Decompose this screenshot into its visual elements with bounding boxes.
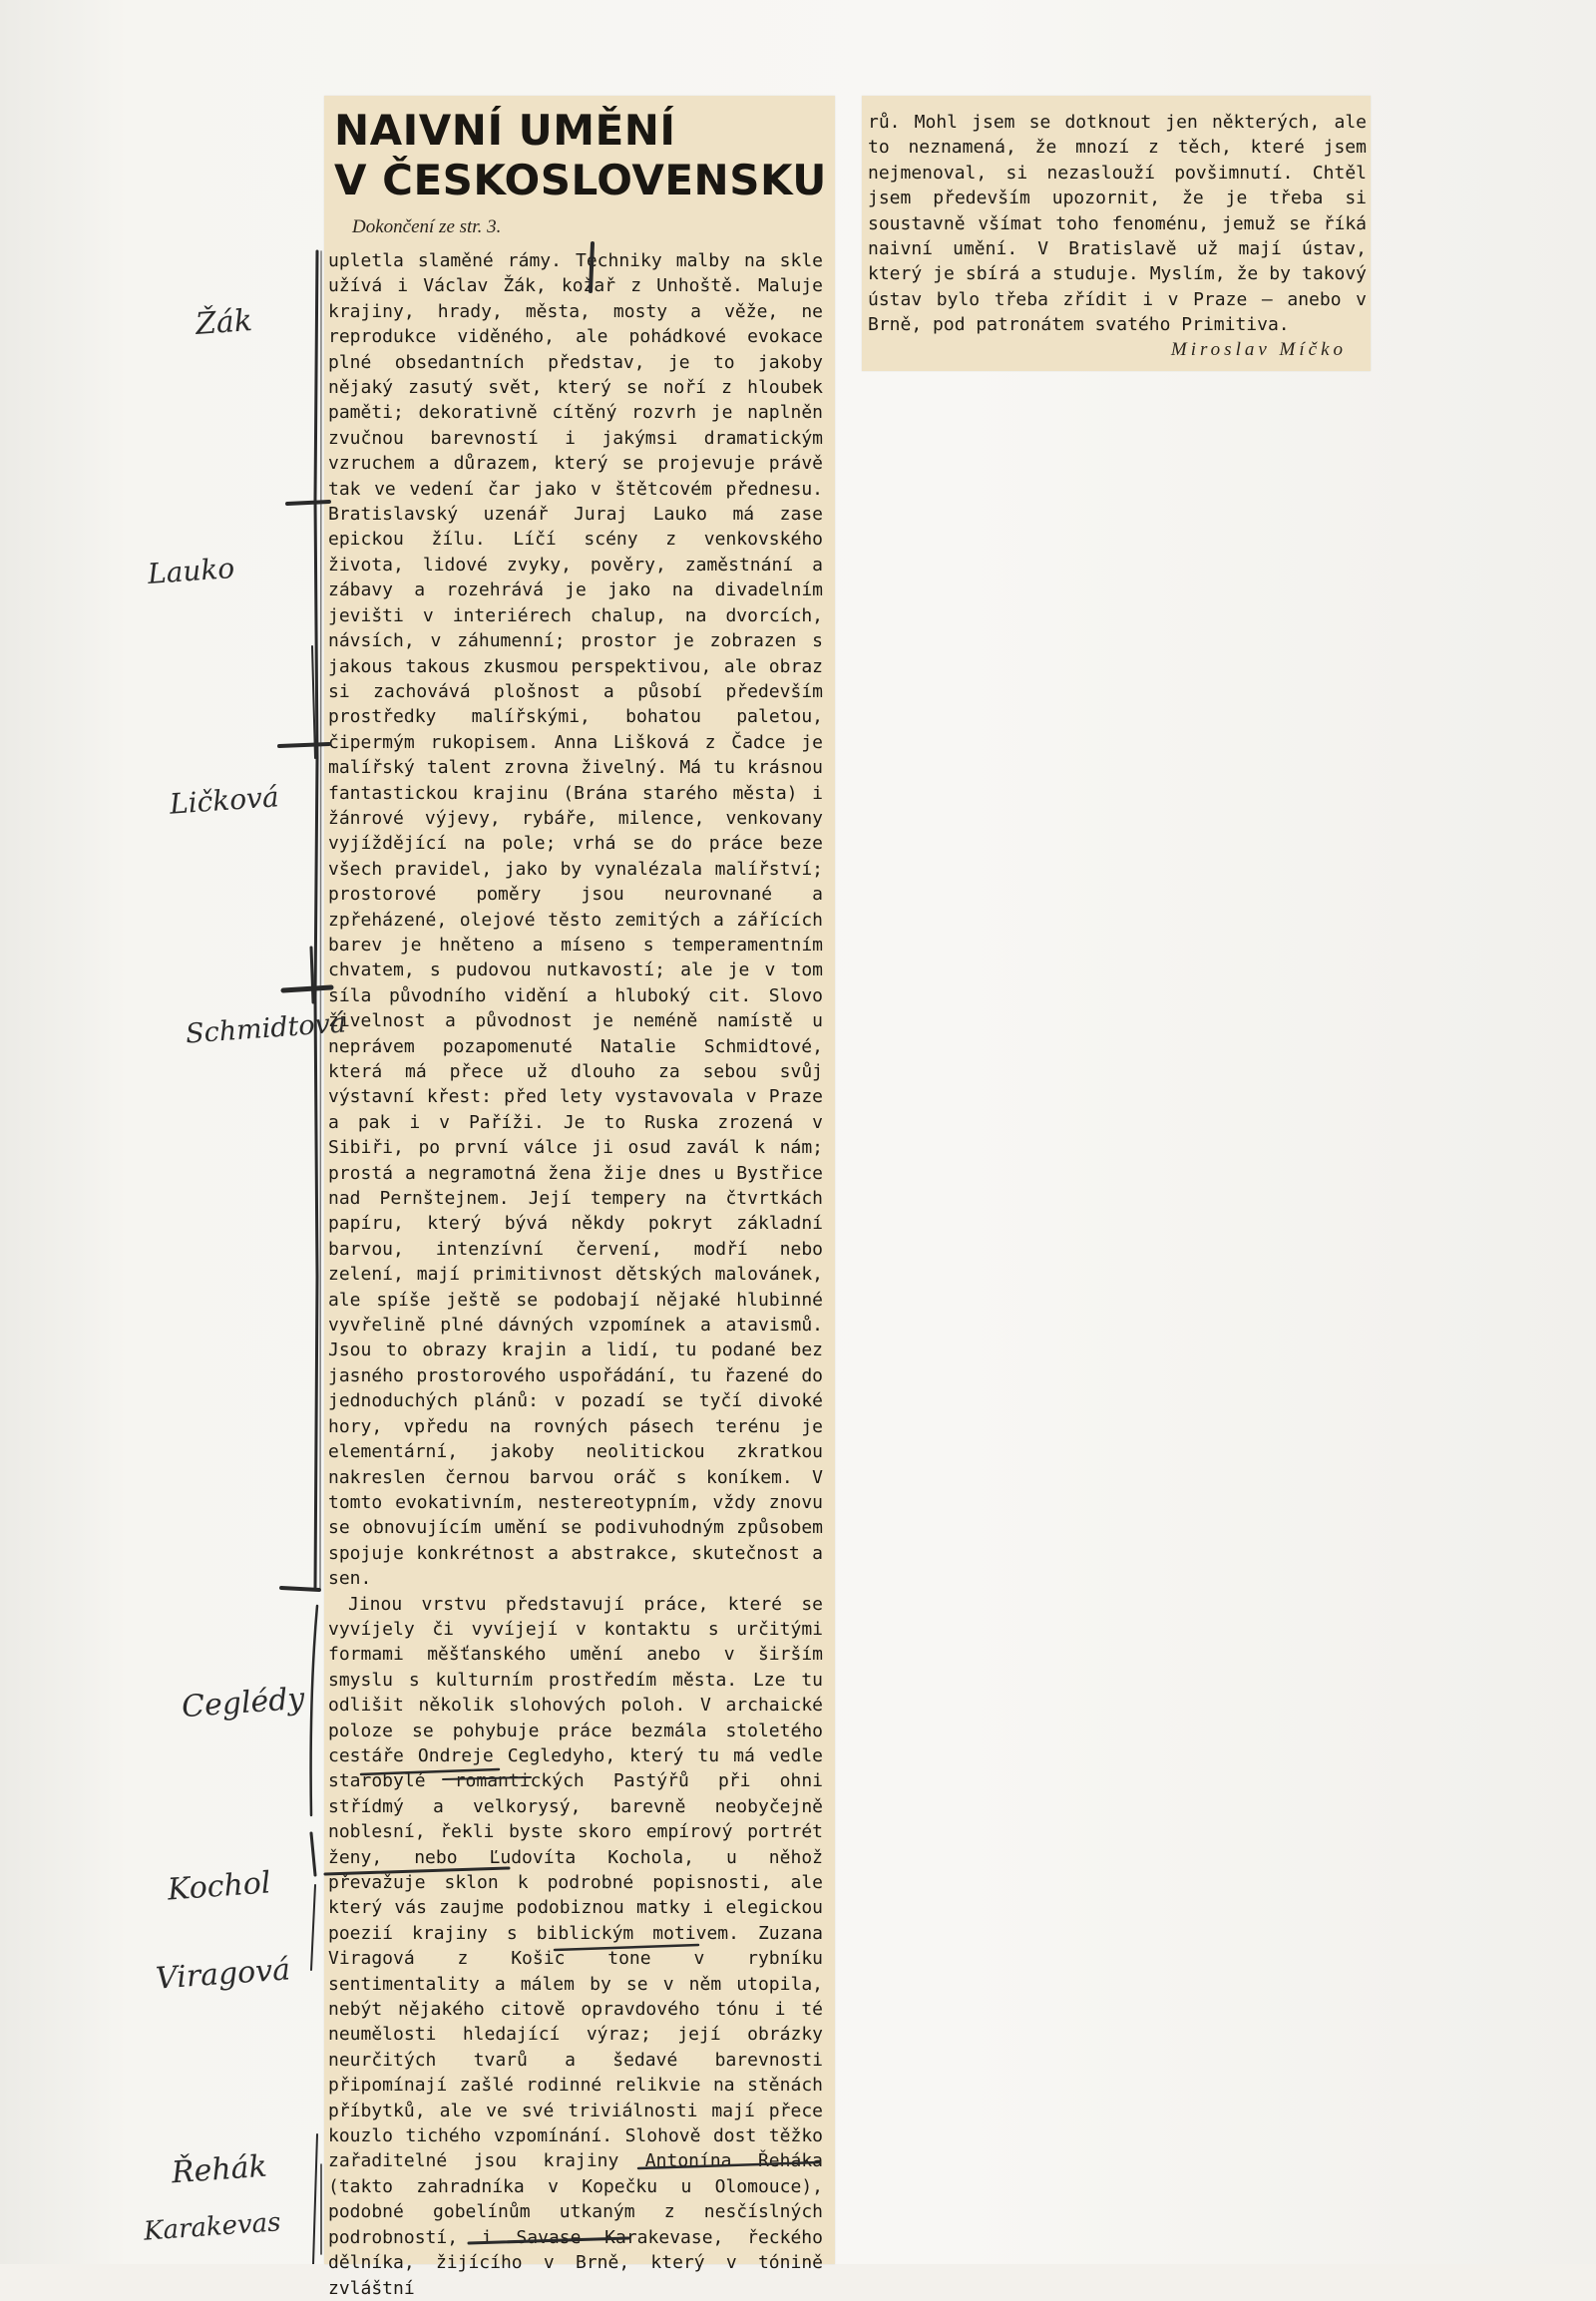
- margin-note-lauko: Lauko: [146, 552, 236, 590]
- author-signature: Miroslav Míčko: [1170, 339, 1347, 360]
- margin-note-cegledy: Ceglédy: [180, 1681, 306, 1726]
- margin-note-rehak: Řehák: [170, 2148, 268, 2191]
- headline-line-1: NAIVNÍ UMĚNÍ: [334, 106, 676, 155]
- margin-note-kochol: Kochol: [166, 1865, 272, 1908]
- margin-note-lickova: Ličková: [168, 780, 280, 821]
- margin-note-schmidtova: Schmidtová: [185, 1007, 347, 1050]
- continued-note: Dokončení ze str. 3.: [352, 216, 502, 237]
- article-paragraph-1: upletla slaměné rámy. Techniky malby na skle užívá i Václav Žák, kožař z Unhoště. Maluje krajiny, hrady, města, mosty a věže, ne reprodukce viděného, ale pohádkové evokace plné obsedantních představ, je to jakoby nějaký zasutý svět, který se noří z hloubek paměti; dekorativně cítěný rozvrh je naplněn zvučnou barevností i jakýmsi dramatickým vzruchem a důrazem, který se projevuje právě tak ve vedení čar jako v štětcovém přednesu. Bratislavský uzenář Juraj Lauko má zase epickou žílu. Líčí scény z venkovského života, lidové zvyky, pověry, zaměstnání a zábavy a rozehrává je jako na divadelním jevišti v interiérech chalup, na dvorcích, návsích, v záhumenní; prostor je zobrazen s jakous takous zkusmou perspektivou, ale obraz si zachovává plošnost a působí především prostředky malířskými, bohatou paletou, čipermým rukopisem. Anna Lišková z Čadce je malířský talent zrovna živelný. Má tu krásnou fantastickou krajinu (Brána starého města) i žánrové výjevy, rybáře, milence, venkovany vyjíždějící na pole; vrhá se do práce beze všech pravidel, jako by vynalézala malířství; prostorové poměry jsou neurovnané a zpřeházené, olejové těsto zemitých a zářících barev je hněteno a míseno s temperamentním chvatem, s pudovou nutkavostí; ale je v tom síla původního vidění a hluboký cit. Slovo živelnost a původnost je neméně namístě u neprávem pozapomenuté Natalie Schmidtové, která má přece už dlouho za sebou svůj výstavní křest: před lety vystavovala v Praze a pak i v Paříži. Je to Ruska zrozená v Sibiři, po první válce ji osud zavál k nám; prostá a negramotná žena žije dnes u Bystřice nad Pernštejnem. Její tempery na čtvrtkách papíru, který bývá někdy pokryt základní barvou, intenzívní červení, modří nebo zelení, mají primitivnost dětských malovánek, ale spíše ještě se podobají nějaké hlubinné vyvřelině plné dávných vzpomínek a atavismů. Jsou to obrazy krajin a lidí, tu podané bez jasného prostorového uspořádání, tu řazené do jednoduchých plánů: v pozadí se tyčí divoké hory, vpředu na rovných pásech terénu je elementární, jakoby neolitickou zkratkou nakreslen černou barvou oráč s koníkem. V tomto evokativním, nestereotypním, vždy znovu se obnovujícím umění se podivuhodným způsobem spojuje konkrétnost a abstrakce, skutečnost a sen.: [328, 250, 823, 1590]
- margin-note-viragova: Viragová: [154, 1952, 292, 1997]
- article-paragraph-2: Jinou vrstvu představují práce, které se vyvíjely či vyvíjejí v kontaktu s určitými formami měšťanského umění anebo v širším smyslu s kulturním prostředím města. Lze tu odlišit několik slohových poloh. V archaické poloze se pohybuje práce bezmála stoletého cestáře Ondreje Cegledyho, který tu má vedle starobylé romantických Pastýřů při ohni střídmý a velkorysý, barevně neobyčejně noblesní, řekli byste skoro empírový portrét ženy, nebo Ľudovíta Kochola, u něhož převažuje sklon k podrobné popisnosti, ale který vás zaujme podobiznou matky i elegickou poezií krajiny s biblickým motivem. Zuzana Viragová z Košic tone v rybníku sentimentality a málem by se v něm utopila, nebýt nějakého citově opravdového tónu i té neumělosti hledající výraz; její obrázky neurčitých tvarů a šedavé barevnosti připomínají zašlé rodinné relikvie na stěnách příbytků, ale ve své triviálnosti mají přece kouzlo tichého vzpomínání. Slohově dost těžko zařaditelné jsou krajiny Antonína Řeháka (takto zahradníka v Kopečku u Olomouce), podobné gobelínům utkaným z nesčíslných podrobností, i Savase Karakevase, řeckého dělníka, žijícího v Brně, který v tónině zvláštní: [328, 1593, 823, 2299]
- newspaper-clipping-conclusion: [862, 96, 1371, 371]
- newspaper-clipping-main-column: [324, 96, 835, 2299]
- conclusion-paragraph: rů. Mohl jsem se dotknout jen některých, ale to neznamená, že mnozí z těch, které jsem nejmenoval, si nezaslouží povšimnutí. Chtěl jsem především upozornit, že je třeba si soustavně všímat toho fenoménu, jemuž se říká naivní umění. V Bratislavě už mají ústav, který je sbírá a studuje. Myslím, že by takový ústav bylo třeba zřídit i v Praze — anebo v Brně, pod patronátem svatého Primitiva.: [868, 112, 1367, 336]
- article-headline: [334, 106, 833, 205]
- conclusion-text: [868, 110, 1367, 338]
- article-body: [328, 248, 823, 2301]
- margin-note-karakevas: Karakevas: [143, 2207, 282, 2247]
- margin-note-zak: Žák: [194, 303, 254, 342]
- headline-line-2: V ČESKOSLOVENSKU: [334, 156, 827, 204]
